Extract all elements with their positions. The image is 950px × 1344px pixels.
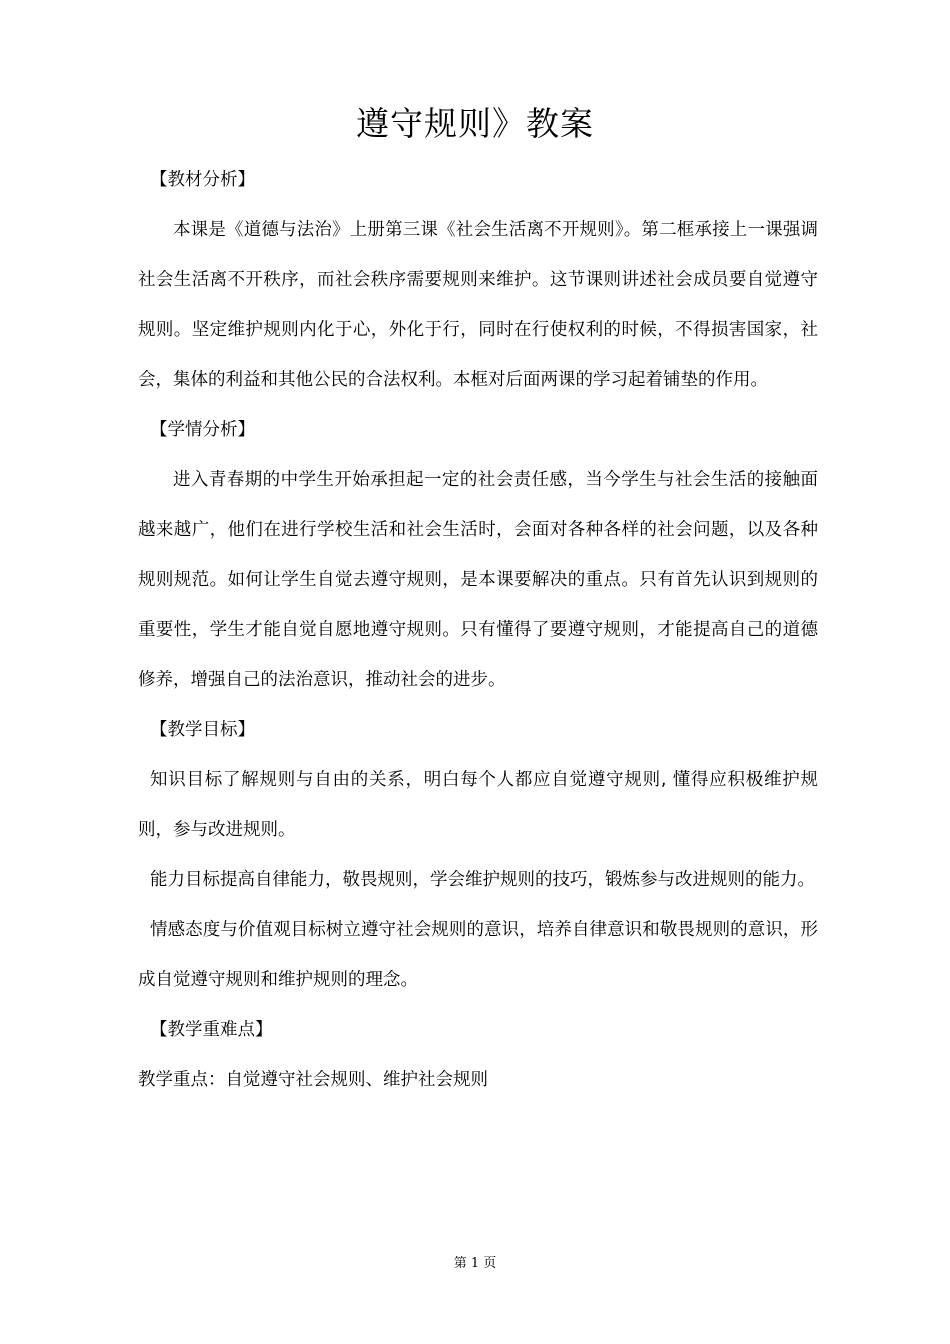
document-body xyxy=(138,155,818,1105)
paragraph-ability-objective: 能力目标提高自律能力，敬畏规则，学会维护规则的技巧，锻炼参与改进规则的能力。 xyxy=(150,870,815,890)
section-teaching-objectives xyxy=(138,705,818,1005)
section-student-analysis xyxy=(138,405,818,705)
section-heading: 【教学重难点】 xyxy=(150,1020,273,1040)
paragraph: 进入青春期的中学生开始承担起一定的社会责任感，当今学生与社会生活的接触面越来越广，他们在进行学校生活和社会生活时，会面对各种各样的社会问题，以及各种规则规范。如何让学生自觉去遵守规则，是本课要解决的重点。只有首先认识到规则的重要性，学生才能自觉自愿地遵守规则。只有懂得了要遵守规则，才能提高自己的道德修养，增强自己的法治意识，推动社会的进步。 xyxy=(138,470,818,690)
paragraph-knowledge-objective: 知识目标了解规则与自由的关系，明白每个人都应自觉遵守规则, 懂得应积极维护规则，参与改进规则。 xyxy=(138,770,818,840)
section-key-difficult-points xyxy=(138,1005,818,1105)
section-heading: 【教材分析】 xyxy=(150,170,255,190)
paragraph-key-point: 教学重点：自觉遵守社会规则、维护社会规则 xyxy=(138,1070,488,1090)
page-number: 第 1 页 xyxy=(453,1256,497,1271)
paragraph: 本课是《道德与法治》上册第三课《社会生活离不开规则》。第二框承接上一课强调社会生活离不开秩序，而社会秩序需要规则来维护。这节课则讲述社会成员要自觉遵守规则。坚定维护规则内化于心，外化于行，同时在行使权利的时候，不得损害国家，社会，集体的利益和其他公民的合法权利。本框对后面两课的学习起着铺垫的作用。 xyxy=(138,220,818,390)
paragraph-attitude-objective: 情感态度与价值观目标树立遵守社会规则的意识，培养自律意识和敬畏规则的意识，形成自觉遵守规则和维护规则的理念。 xyxy=(138,920,818,990)
section-textbook-analysis xyxy=(138,155,818,405)
section-heading: 【学情分析】 xyxy=(150,420,255,440)
document-title: 遵守规则》教案 xyxy=(356,104,594,143)
section-heading: 【教学目标】 xyxy=(150,720,255,740)
